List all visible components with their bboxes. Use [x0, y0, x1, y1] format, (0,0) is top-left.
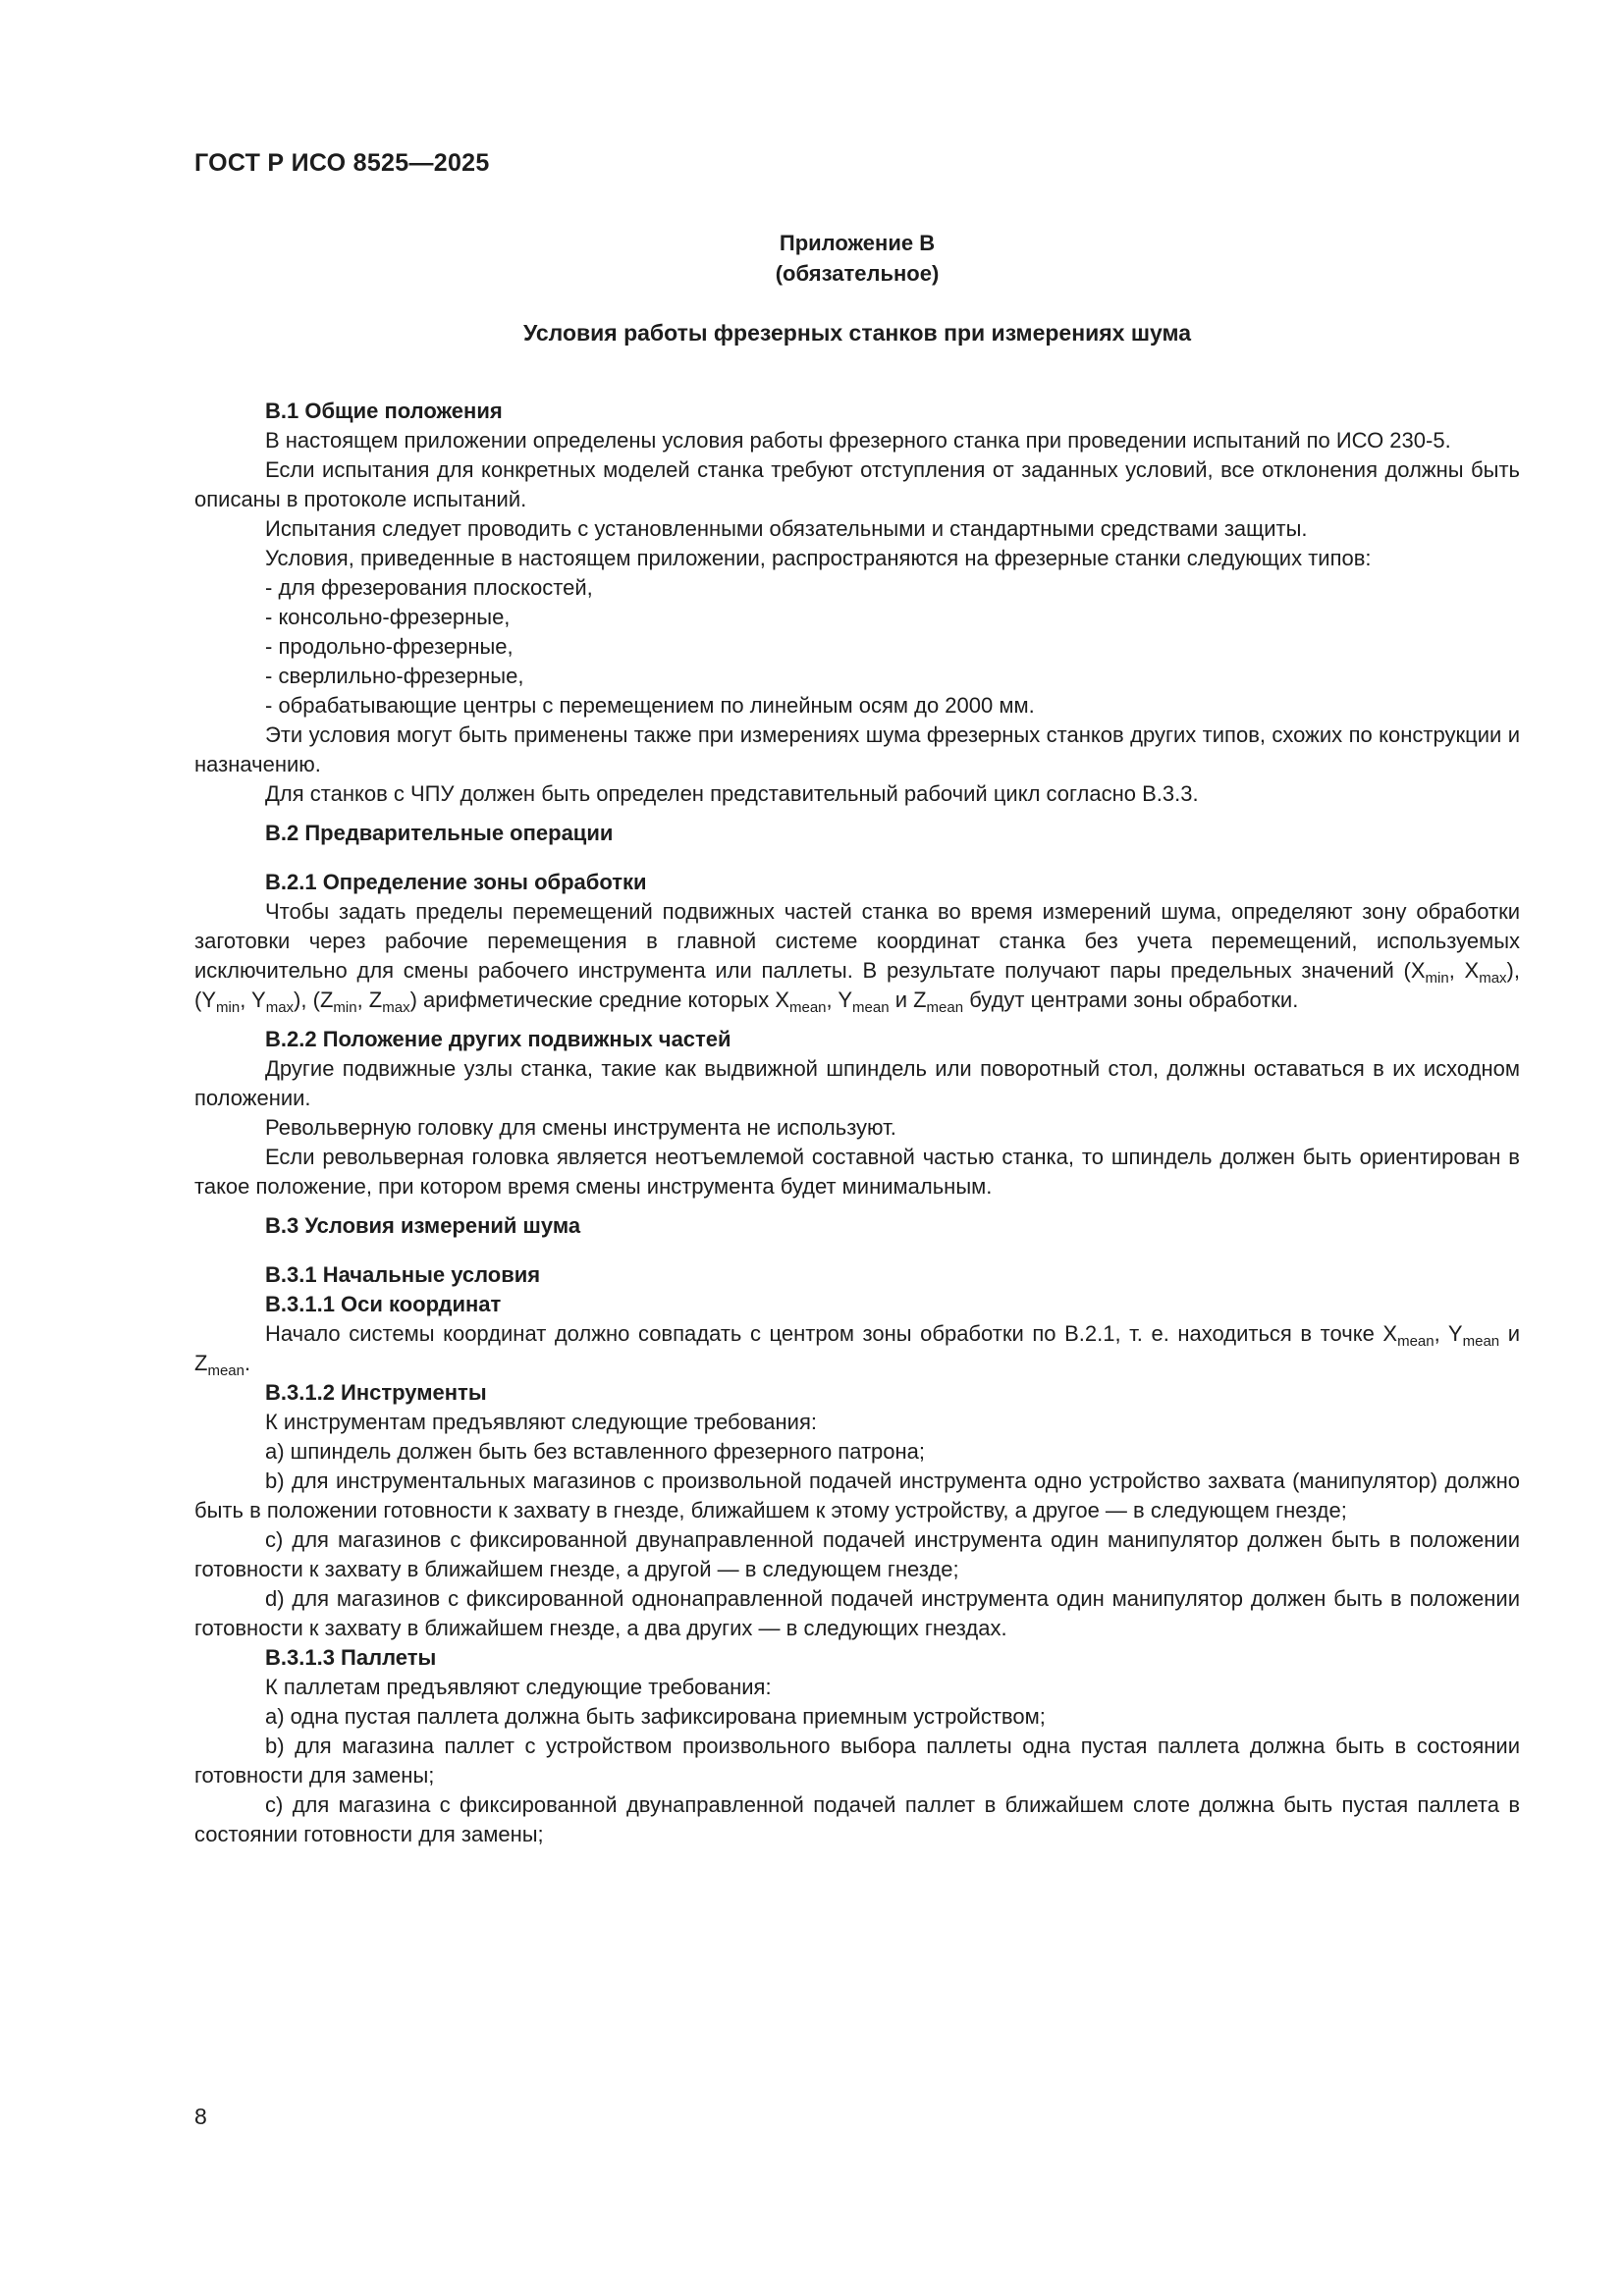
subsection-heading-b313: В.3.1.3 Паллеты [265, 1645, 437, 1670]
list-item: b) для инструментальных магазинов с произвольной подачей инструмента одно устройство захвата (манипулятор) должно быть в положении готовности к захвату в гнезде, ближайшем к этому устройству, а другое — в следующем гнезде; [194, 1468, 1520, 1522]
document-body [194, 397, 1520, 1849]
subsection-heading-b311: В.3.1.1 Оси координат [265, 1292, 502, 1316]
paragraph: К паллетам предъявляют следующие требования: [265, 1675, 772, 1699]
paragraph: В настоящем приложении определены условия работы фрезерного станка при проведении испытаний по ИСО 230-5. [265, 428, 1451, 453]
paragraph: Если испытания для конкретных моделей станка требуют отступления от заданных условий, все отклонения должны быть описаны в протоколе испытаний. [194, 457, 1520, 511]
paragraph: Если револьверная головка является неотъемлемой составной частью станка, то шпиндель должен быть ориентирован в такое положение, при котором время смены инструмента будет минимальным. [194, 1145, 1520, 1199]
paragraph: К инструментам предъявляют следующие требования: [265, 1410, 817, 1434]
paragraph: Условия, приведенные в настоящем приложении, распространяются на фрезерные станки следующих типов: [265, 546, 1372, 570]
annex-heading [194, 228, 1520, 289]
subsection-heading-b22: В.2.2 Положение других подвижных частей [265, 1027, 731, 1051]
list-item: - продольно-фрезерные, [265, 634, 514, 659]
paragraph: Эти условия могут быть применены также при измерениях шума фрезерных станков других типов, схожих по конструкции и назначению. [194, 722, 1520, 776]
subsection-heading-b21: В.2.1 Определение зоны обработки [265, 870, 647, 894]
list-item: - обрабатывающие центры с перемещением по линейным осям до 2000 мм. [265, 693, 1035, 718]
subsection-heading-b312: В.3.1.2 Инструменты [265, 1380, 487, 1405]
section-heading-b2: В.2 Предварительные операции [265, 821, 614, 845]
section-heading-b3: В.3 Условия измерений шума [265, 1213, 581, 1238]
section-heading-b1: В.1 Общие положения [265, 399, 503, 423]
list-item: a) одна пустая паллета должна быть зафиксирована приемным устройством; [265, 1704, 1046, 1729]
paragraph: Испытания следует проводить с установленными обязательными и стандартными средствами защиты. [265, 516, 1308, 541]
list-item: a) шпиндель должен быть без вставленного фрезерного патрона; [265, 1439, 925, 1464]
list-item: b) для магазина паллет с устройством произвольного выбора паллеты одна пустая паллета должна быть в состоянии готовности для замены; [194, 1734, 1520, 1788]
annex-status: (обязательное) [775, 261, 940, 286]
paragraph: Для станков с ЧПУ должен быть определен представительный рабочий цикл согласно В.3.3. [265, 781, 1199, 806]
document-code: ГОСТ Р ИСО 8525—2025 [194, 149, 490, 177]
list-item: - консольно-фрезерные, [265, 605, 511, 629]
paragraph-coordinate-origin: Начало системы координат должно совпадать с центром зоны обработки по В.2.1, т. е. находиться в точке $X_{mean}$, $Y_{mean}$ и $Z_{mean}$. [194, 1321, 1521, 1379]
paragraph: Другие подвижные узлы станка, такие как выдвижной шпиндель или поворотный стол, должны оставаться в их исходном положении. [194, 1056, 1520, 1110]
list-item: - для фрезерования плоскостей, [265, 575, 593, 600]
list-item: d) для магазинов с фиксированной однонаправленной подачей инструмента один манипулятор должен быть в положении готовности к захвату в ближайшем гнезде, а два других — в следующих гнездах. [194, 1586, 1520, 1640]
annex-label: Приложение В [779, 231, 936, 255]
list-item: c) для магазинов с фиксированной двунаправленной подачей инструмента один манипулятор должен быть в положении готовности к захвату в ближайшем гнезде, а другой — в следующем гнезде; [194, 1527, 1520, 1581]
list-item: - сверлильно-фрезерные, [265, 664, 524, 688]
page-number: 8 [194, 2104, 207, 2129]
annex-title: Условия работы фрезерных станков при измерениях шума [522, 320, 1191, 346]
paragraph: Револьверную головку для смены инструмента не используют. [265, 1115, 896, 1140]
subsection-heading-b31: В.3.1 Начальные условия [265, 1262, 541, 1287]
list-item: c) для магазина с фиксированной двунаправленной подачей паллет в ближайшем слоте должна быть пустая паллета в состоянии готовности для замены; [194, 1792, 1520, 1846]
paragraph-work-zone: Чтобы задать пределы перемещений подвижных частей станка во время измерений шума, определяют зону обработки заготовки через рабочие перемещения в главной системе координат станка без учета перемещений, используемых исключительно для смены рабочего инструмента или паллеты. В результате получают пары предельных значений ($X_{min}$, $X_{max}$), ($Y_{min}$, $Y_{max}$), ($Z_{min}$, $Z_{max}$) арифметические средние которых $X_{mean}$, $Y_{mean}$ и $Z_{mean}$ будут центрами зоны обработки. [194, 899, 1520, 1016]
